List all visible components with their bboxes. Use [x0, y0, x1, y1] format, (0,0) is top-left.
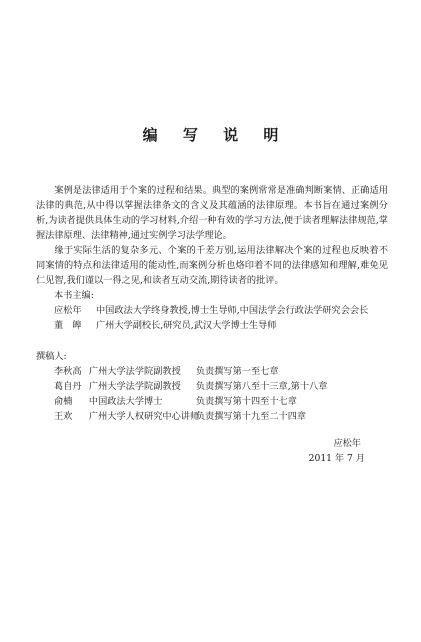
author-row	[36, 394, 388, 409]
editor-desc: 广州大学副校长,研究员,武汉大学博士生导师	[96, 320, 277, 331]
author-row	[36, 379, 388, 394]
author-name: 葛自丹	[54, 381, 82, 392]
authors-section	[36, 349, 388, 424]
editors-heading: 本书主编:	[54, 290, 94, 301]
author-name: 俞楠	[54, 396, 73, 407]
editor-desc: 中国政法大学终身教授,博士生导师,中国法学会行政法学研究会会长	[96, 305, 369, 316]
author-row	[36, 409, 388, 424]
preface-paragraph-1: 案例是法律适用于个案的过程和结果。典型的案例常常是准确判断案情、正确适用法律的典范,从中得以掌握法律条文的含义及其蕴涵的法律原理。本书旨在通过案例分析,为读者提供具体生动的学习材料,介绍一种有效的学习方法,便于读者理解法律规范,掌握法律原理、法律精神,通过实例学习法学理论。	[36, 185, 388, 241]
author-name: 李秋高	[54, 366, 82, 377]
author-title: 广州大学法学院副教授	[88, 366, 181, 377]
editor-name: 董 皞	[54, 320, 82, 331]
editors-section	[36, 288, 388, 333]
preface-body	[36, 183, 388, 288]
editor-row	[36, 318, 388, 333]
author-duty: 负责撰写第八至十三章,第十八章	[195, 381, 328, 392]
author-title: 中国政法大学博士	[88, 396, 163, 407]
editor-name: 应松年	[54, 305, 82, 316]
signature-block	[309, 436, 365, 466]
author-duty: 负责撰写第十四至十七章	[195, 396, 297, 407]
editor-row	[36, 303, 388, 318]
signature-date: 2011 年 7 月	[308, 453, 365, 464]
author-duty: 负责撰写第一至七章	[195, 366, 279, 377]
author-name: 王欢	[54, 411, 73, 422]
preface-paragraph-2: 缘于实际生活的复杂多元、个案的千差万别,运用法律解决个案的过程也反映着不同案情的特点和法律适用的能动性,而案例分析也烙印着不同的法律感知和理解,难免见仁见智,我们谨以一得之见,和读者互动交流,期待读者的批评。	[36, 245, 388, 286]
author-title: 广州大学人权研究中心讲师	[88, 411, 200, 422]
author-row	[36, 364, 388, 379]
page-title: 编 写 说 明	[142, 126, 289, 144]
signature-name: 应松年	[333, 438, 361, 449]
author-duty: 负责撰写第十九至二十四章	[195, 411, 307, 422]
authors-heading: 撰稿人:	[36, 351, 67, 362]
author-title: 广州大学法学院副教授	[88, 381, 181, 392]
